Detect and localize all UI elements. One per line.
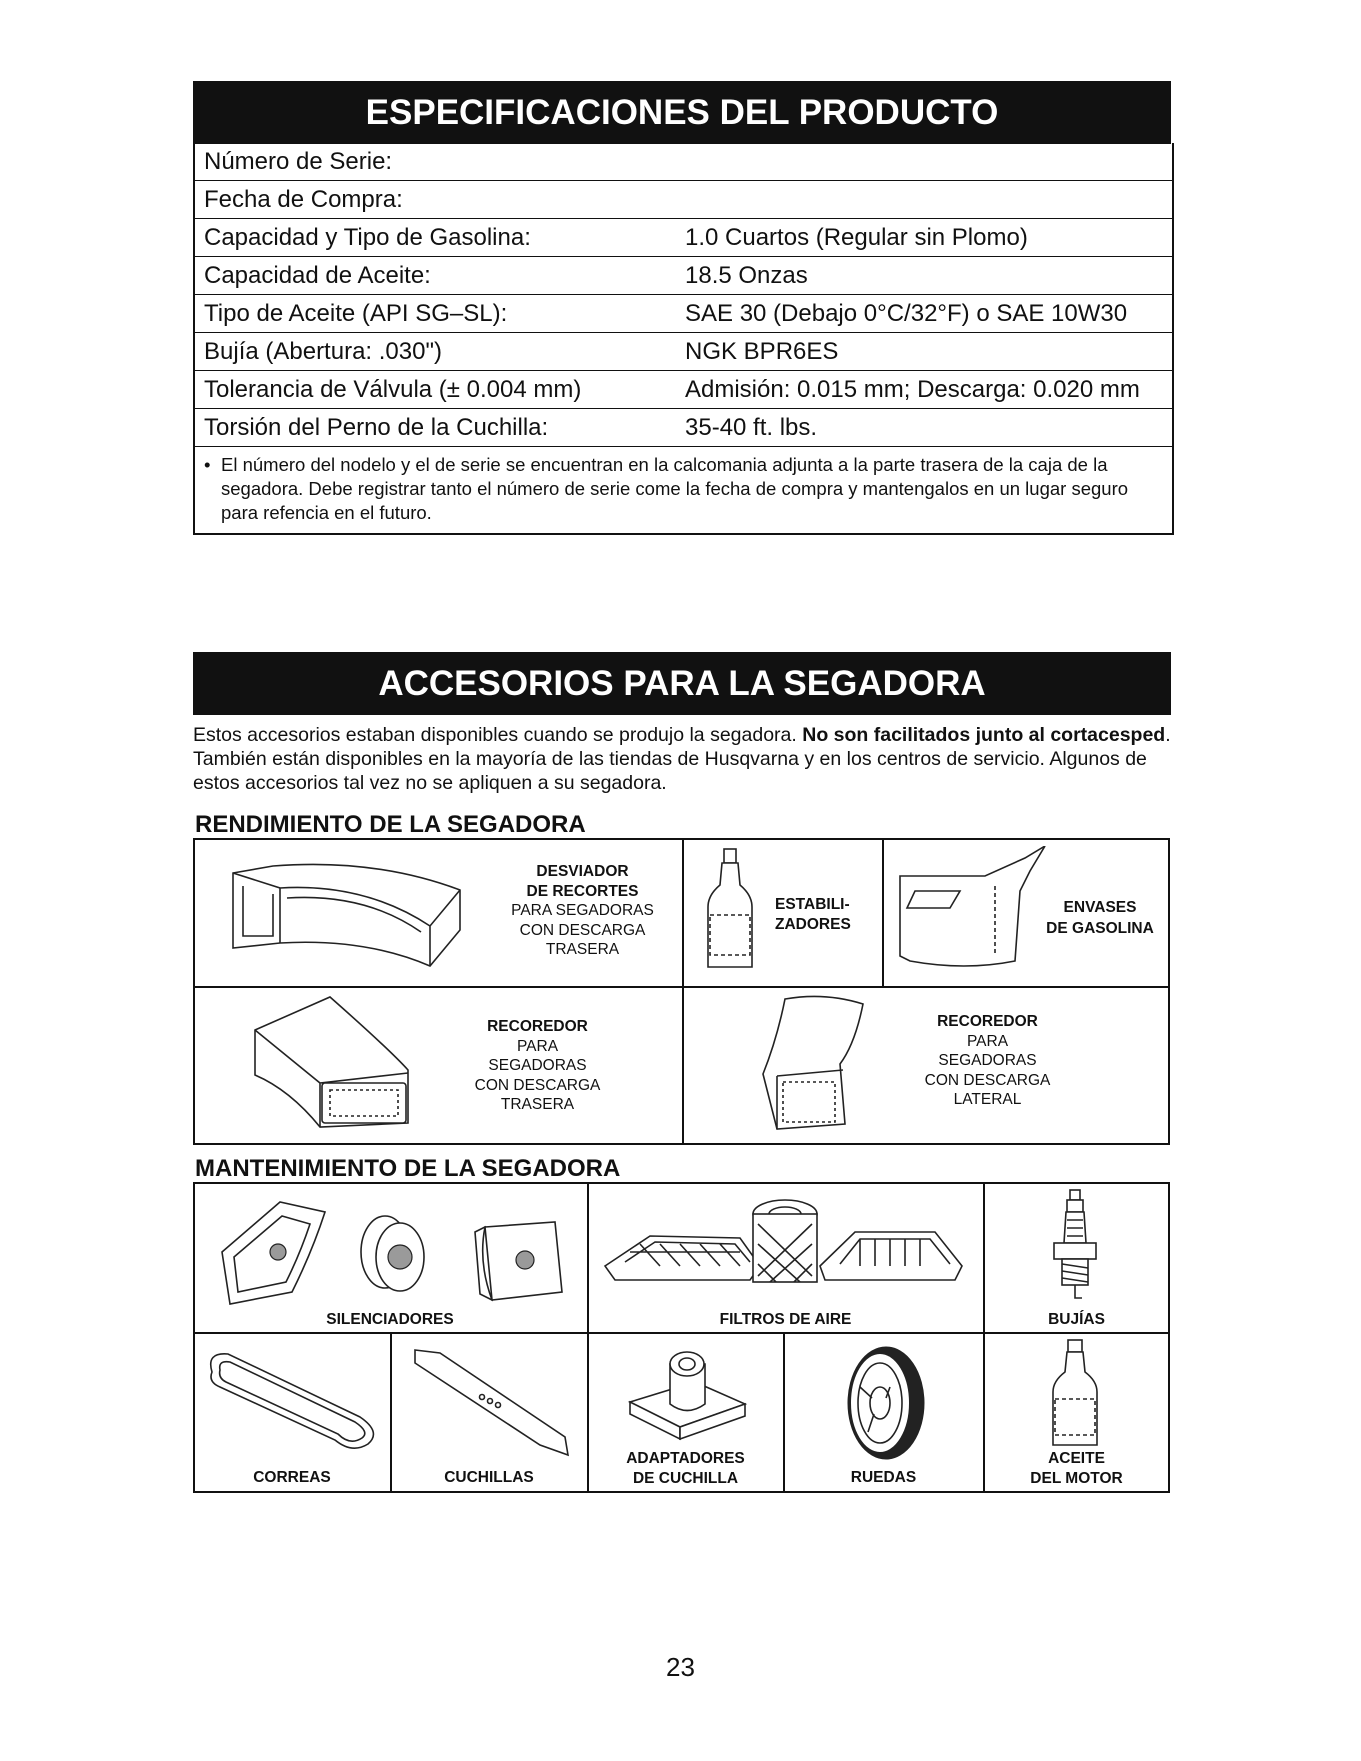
engine-oil-caption bbox=[985, 1449, 1168, 1488]
caption-line: LATERAL bbox=[953, 1091, 1022, 1108]
grass-deflector-image bbox=[225, 848, 475, 973]
gas-can-caption bbox=[1040, 897, 1160, 939]
caption-line: DE CUCHILLA bbox=[632, 1469, 739, 1487]
side-bag-caption bbox=[900, 1012, 1075, 1110]
caption-line: DE GASOLINA bbox=[1046, 920, 1154, 937]
spec-row bbox=[195, 219, 1172, 257]
caption-line: TRASERA bbox=[545, 941, 620, 958]
spec-row bbox=[195, 143, 1172, 181]
caption-line: DE RECORTES bbox=[526, 882, 639, 900]
spec-row bbox=[195, 371, 1172, 409]
accessories-title: ACCESORIOS PARA LA SEGADORA bbox=[378, 664, 986, 703]
caption-line: ZADORES bbox=[775, 916, 851, 933]
caption-line: SEGADORAS bbox=[488, 1057, 587, 1074]
caption-line: PARA bbox=[966, 1032, 1009, 1050]
blade-adapters-caption bbox=[589, 1449, 782, 1488]
spec-label: Bujía (Abertura: .030") bbox=[204, 338, 442, 365]
spec-row bbox=[195, 257, 1172, 295]
blades-caption: CUCHILLAS bbox=[444, 1469, 534, 1486]
mufflers-caption: SILENCIADORES bbox=[326, 1311, 454, 1328]
deflector-caption bbox=[495, 862, 670, 960]
caption-line: PARA SEGADORAS bbox=[511, 902, 654, 919]
mufflers-image bbox=[210, 1192, 580, 1312]
caption-line: CON DESCARGA bbox=[519, 921, 646, 939]
spec-label: Número de Serie: bbox=[204, 148, 393, 175]
divider bbox=[193, 1332, 1170, 1334]
caption-line: ENVASES bbox=[1063, 899, 1137, 916]
divider bbox=[587, 1182, 589, 1493]
spec-label: Tolerancia de Válvula (± 0.004 mm) bbox=[204, 376, 582, 403]
caption-line: CON DESCARGA bbox=[924, 1071, 1051, 1089]
specs-title-banner bbox=[193, 81, 1171, 144]
divider bbox=[682, 838, 684, 1145]
air-filters-image bbox=[600, 1194, 975, 1306]
spec-label: Fecha de Compra: bbox=[204, 186, 403, 213]
specs-title: ESPECIFICACIONES DEL PRODUCTO bbox=[365, 93, 999, 132]
caption-line: ADAPTADORES bbox=[626, 1450, 745, 1467]
spec-note-text: El número del nodelo y el de serie se encuentran en la calcomania adjunta a la parte trasera de la caja de la segadora. Debe registrar tanto el número de serie come la fecha de compra y mantengalos en un lugar seguro para refencia en el futuro. bbox=[221, 454, 1129, 523]
caption-line: SEGADORAS bbox=[938, 1052, 1037, 1069]
spec-label: Capacidad de Aceite: bbox=[204, 262, 431, 289]
spark-plug-image bbox=[1040, 1188, 1110, 1308]
page-number: 23 bbox=[666, 1652, 695, 1682]
spark-plugs-caption: BUJÍAS bbox=[1048, 1311, 1105, 1328]
blade-adapter-image bbox=[625, 1342, 750, 1442]
rear-bag-image bbox=[250, 995, 425, 1135]
spec-value: 1.0 Cuartos (Regular sin Plomo) bbox=[685, 224, 1028, 251]
spec-row bbox=[195, 295, 1172, 333]
caption-line: ESTABILI- bbox=[775, 896, 850, 913]
belts-image bbox=[200, 1342, 385, 1457]
accessories-title-banner bbox=[193, 652, 1171, 715]
spec-value: 35-40 ft. lbs. bbox=[685, 414, 818, 441]
air-filters-caption: FILTROS DE AIRE bbox=[719, 1311, 852, 1328]
spec-value: SAE 30 (Debajo 0°C/32°F) o SAE 10W30 bbox=[685, 300, 1128, 327]
caption-line: CON DESCARGA bbox=[474, 1076, 601, 1094]
belts-caption: CORREAS bbox=[253, 1469, 331, 1486]
caption-line: TRASERA bbox=[500, 1096, 575, 1113]
caption-line: RECOREDOR bbox=[937, 1013, 1038, 1030]
accessories-intro bbox=[193, 723, 1173, 795]
specs-table bbox=[193, 143, 1174, 535]
spec-value: NGK BPR6ES bbox=[685, 338, 839, 365]
caption-line: ACEITE bbox=[1048, 1450, 1105, 1467]
divider bbox=[983, 1182, 985, 1493]
stabilizer-bottle-image bbox=[700, 845, 760, 975]
spec-row bbox=[195, 181, 1172, 219]
wheels-caption: RUEDAS bbox=[850, 1469, 917, 1486]
intro-text-bold: No son facilitados junto al cortacesped bbox=[802, 724, 1166, 746]
spec-label: Tipo de Aceite (API SG–SL): bbox=[204, 300, 508, 327]
rear-bag-caption bbox=[450, 1017, 625, 1115]
side-bag-image bbox=[755, 994, 875, 1134]
divider bbox=[882, 838, 884, 986]
intro-text-b: . También están disponibles en la mayoría de las tiendas de Husqvarna y en los centros de servicio. Algunos de estos accesorios tal vez no se apliquen a su segadora. bbox=[193, 724, 1171, 794]
caption-line: DEL MOTOR bbox=[1030, 1469, 1123, 1487]
spec-row bbox=[195, 409, 1172, 447]
bullet-icon: • bbox=[204, 454, 211, 475]
performance-heading: RENDIMIENTO DE LA SEGADORA bbox=[195, 811, 586, 838]
caption-line: RECOREDOR bbox=[487, 1018, 588, 1035]
spec-value: 18.5 Onzas bbox=[685, 262, 808, 289]
maintenance-heading: MANTENIMIENTO DE LA SEGADORA bbox=[195, 1155, 621, 1182]
engine-oil-bottle-image bbox=[1045, 1337, 1105, 1452]
gas-can-image bbox=[885, 846, 1050, 971]
caption-line: DESVIADOR bbox=[536, 863, 629, 880]
blades-image bbox=[410, 1345, 575, 1460]
stabilizer-caption bbox=[775, 895, 851, 935]
caption-line: PARA bbox=[516, 1037, 559, 1055]
spec-value: Admisión: 0.015 mm; Descarga: 0.020 mm bbox=[685, 376, 1140, 403]
spec-label: Torsión del Perno de la Cuchilla: bbox=[204, 414, 549, 441]
spec-note bbox=[195, 447, 1172, 533]
wheel-image bbox=[838, 1342, 928, 1464]
spec-label: Capacidad y Tipo de Gasolina: bbox=[204, 224, 531, 251]
spec-row bbox=[195, 333, 1172, 371]
intro-text-a: Estos accesorios estaban disponibles cuando se produjo la segadora. bbox=[193, 724, 803, 746]
